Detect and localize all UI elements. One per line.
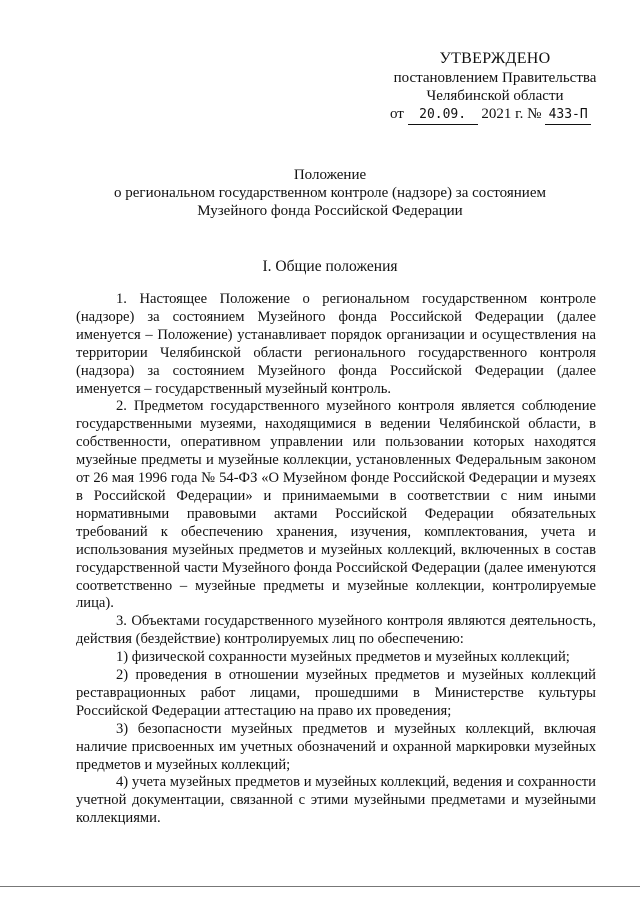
- paragraph: 3. Объектами государственного музейного контроля являются деятельность, действия (бездействие) контролируемых лиц по обеспечению:: [76, 613, 596, 648]
- body-text: [76, 291, 596, 828]
- paragraph: 2) проведения в отношении музейных предметов и музейных коллекций реставрационных работ лицами, прошедшими в Министерстве культуры Российской Федерации аттестацию на право их проведения;: [76, 667, 596, 719]
- approval-from-label: от: [390, 106, 404, 122]
- title-line-3: Музейного фонда Российской Федерации: [197, 203, 463, 219]
- title-line-2: о региональном государственном контроле (надзоре) за состоянием: [114, 185, 546, 201]
- approval-year-label: 2021 г. №: [481, 106, 542, 122]
- approval-line-2: Челябинской области: [426, 88, 564, 104]
- paragraph: 4) учета музейных предметов и музейных коллекций, ведения и сохранности учетной документации, связанной с этими музейными предметами и музейными коллекциями.: [76, 774, 596, 827]
- approval-date-line: [390, 105, 610, 125]
- approval-number: 433-П: [545, 106, 591, 125]
- title-line-1: Положение: [293, 167, 367, 183]
- approval-heading: УТВЕРЖДЕНО: [439, 50, 551, 67]
- approval-stamp: [380, 50, 610, 125]
- section-heading: I. Общие положения: [262, 258, 398, 275]
- paragraph: 3) безопасности музейных предметов и музейных коллекций, включая наличие присвоенных им учетных обозначений и охранной маркировки музейных предметов и музейных коллекций;: [76, 720, 596, 773]
- paragraph: 2. Предметом государственного музейного контроля является соблюдение государственными музеями, находящимися в ведении Челябинской области, в собственности, оперативном управлении или пользовании которых находятся музейные предметы и музейные коллекции, установленных Федеральным законом от 26 мая 1996 года № 54-ФЗ «О Музейном фонде Российской Федерации и музеях в Российской Федерации» и принимаемыми в соответствии с ним иными нормативными правовыми актами Российской Федерации обязательных требований к обеспечению хранения, изучения, комплектования, учета и использования музейных предметов и музейных коллекций, включенных в состав государственной части Музейного фонда Российской Федерации (далее именуются соответственно – музейные предметы и музейные коллекции, контролируемые лица).: [76, 398, 596, 612]
- approval-date: 20.09.: [408, 106, 478, 125]
- approval-line-1: постановлением Правительства: [393, 70, 597, 86]
- paragraph: 1. Настоящее Положение о региональном государственном контроле (надзоре) за состоянием Музейного фонда Российской Федерации (далее именуется – Положение) устанавливает порядок организации и осуществления на территории Челябинской области регионального государственного контроля (надзора) за состоянием Музейного фонда Российской Федерации (далее именуется – государственный музейный контроль.: [76, 291, 596, 397]
- paragraph: 1) физической сохранности музейных предметов и музейных коллекций;: [116, 649, 570, 666]
- page-bottom-rule: [0, 886, 640, 887]
- document-title: [90, 166, 570, 220]
